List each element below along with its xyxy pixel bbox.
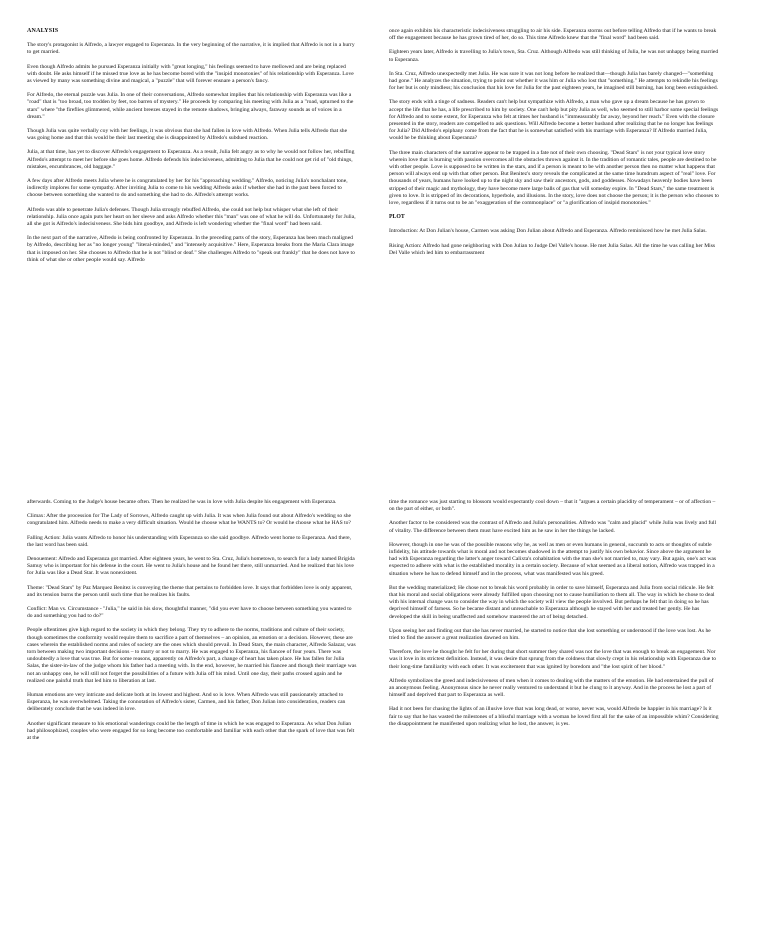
paragraph: Another factor to be considered was the contrast of Alfredo and Julia's personalities. Alfredo was "calm and placid" while Julia was lively and full of vitality. The difference between them must have excited him as he saw in her the things he lacked. bbox=[389, 520, 717, 534]
paragraph: Therefore, the love he thought he felt for her during that short summer they shared was not the love that was enough to break an engagement. Nor was it love in its strictest definition. Instead, it was desire that sprung from the coldness that slowly crept in his relationship with Esperanza due to their long-time familiarity with each other. It was excitement that was ignited by boredom and "the lost spirit of her blood." bbox=[389, 649, 717, 670]
paragraph: However, though in one he was of the possible reasons why he, as well as men or even humans in general, succumb to acts or thoughts of subtle infidelity, his attitude towards what is moral and not becomes shadowed in the attempt to justify his own behavior. Since above the argument he had with Esperanza regarding the latter's anger toward Calixta's cohabitation with the man she's not married to, may vary. But again, one's act was expected to adhere with what is the established morality in a certain society. Because of what seemed as a liberal notion, Alfredo was trapped in a situation where he has to defend himself and in the process, what was manifested was his greed. bbox=[389, 541, 717, 577]
paragraph: Alfredo symbolizes the greed and indecisiveness of men when it comes to dealing with the matters of the emotion. He had entertained the pull of an anonymous feeling. Anonymous since he never really ventured to understand it but he clung to it anyway. And in the process he lost a part of himself and deprived that part to Esperanza as well. bbox=[389, 677, 714, 699]
plot-denouement: Denouement: Alfredo and Esperanza got married. After eighteen years, he went to Sta. Cruz, Julia's hometown, to search for a lady named Brigida Samuy who is important for his defense in the court. He went to Julia's house and he found her there, still unmarried. And he realized that his love for Julia was like a Dead Star. It was nonexistent. bbox=[27, 556, 355, 577]
paragraph: A few days after Alfredo meets Julia where he is congratulated by her for his "approaching wedding." Alfredo, noticing Julia's nonchalant tone, indirectly implores for some sympathy. After inviting Julia to come to his wedding Alfredo asks if whether she had in the past been forced to choose between something she wanted to do and something she had to do. Alfredo's attempt works. bbox=[27, 178, 348, 199]
column-top-right bbox=[389, 28, 719, 264]
paragraph: once again exhibits his characteristic indecisiveness struggling to air his side. Esperanza storms out before telling Alfredo that if he wants to break off the engagement because he has grown tired of her, do so. This time Alfredo knew that the "final word" had been said. bbox=[389, 28, 717, 42]
column-bottom-left bbox=[27, 499, 357, 749]
plot-rising-action: Rising Action: Alfredo had gone neighboring with Don Julian to Judge Del Valle's house. He met Julia Salas. All the time he was calling her Miss Del Valle which led him to embarrassment bbox=[389, 242, 716, 256]
paragraph: Upon seeing her and finding out that she has never married, he started to notice that she lost something or understood if the love was lost. As he tried to find the answer a great realization dawned on him. bbox=[389, 627, 711, 642]
paragraph: But the wedding materialized; He chose not to break his word probably in order to save himself, Esperanza and Julia from social ridicule. He felt that his moral and social obligations were already fulfilled upon choosing not to cause humiliation to them all. The way in which he chose to deal with his internal change was to consider the way in which the society will view the people involved. But perhaps he felt that in doing so he has deprived himself of farness. So he became distant and unreachable to Esperanza although he stayed with her and treated her gently. He has developed the skill in being unaffected and somehow mastered the art of being detached. bbox=[389, 584, 715, 620]
paragraph: For Alfredo, the eternal puzzle was Julia. In one of their conversations, Alfredo somewhat implies that his relationship with Esperanza was like a "road" that is "too broad, too trodden by feet, too barren of mystery." He proceeds by comparing his meeting with Julia as a "road, upturned to the stars" where "the fireflies glimmered, while ancient breezes stayed in the remote shadows, bringing always, faraway sounds as of voices in a dream." bbox=[27, 92, 354, 120]
theme-paragraph: Theme: "Dead Stars" by Paz Marquez Benitez is conveying the theme that pertains to forbidden love. It says that forbidden love is only apparent, and its tension burns the person until such time that he realizes his faults. bbox=[27, 584, 353, 598]
paragraph: Though Julia was quite verbally coy with her feelings, it was obvious that she had fallen in love with Alfredo. When Julia tells Alfredo that she was going home and that this would be their last meeting she is disappointed by Alfredo's subdued reaction. bbox=[27, 128, 348, 142]
paragraph: People oftentimes give high regard to the society in which they belong. They try to adhere to the norms, traditions and culture of their society, though sometimes the conformity would require them to sacrifice a part of themselves – an opinion, an emotion or a decision. However, these are cases wherein the established norms and rules of society are the ones which should prevail. In Dead Stars, the main character, Alfredo Salazar, was torn between making two important decisions – to marry or not to marry. He was engaged to Esperanza, his fiancee of four years. There was undoubtedly a love that was true. But for some reasons, apparently on Alfredo's part, a change of heart has taken place. He has fallen for Julia Salas, the sister-in-law of the judge whom his father had a meeting with. In the end, however, he married his fiancee and though their marriage was not an unhappy one, he will still not forget the possibilities of a future with Julia off his mind. Until one day, their paths crossed again and he realized one painful truth that led him to liberation at last. bbox=[27, 627, 357, 684]
paragraph: Even though Alfredo admits he pursued Esperanza initially with "great longing," his feelings seemed to have mellowed and are being replaced with doubt. He asks himself if he missed true love as he has become bored with the "insipid monotonies" of his relationship with Esperanza. Love as viewed by many was something divine and magical, a "puzzle" that will forever ensnare a person's fancy. bbox=[27, 63, 354, 85]
paragraph: Another significant measure to his emotional wanderings could be the length of time in which he was engaged to Esperanza. As what Don Julian had philosophized, couples who were engaged for so long become too comfortable and familiar with each other that the spark of love that was felt at the bbox=[27, 720, 355, 742]
plot-climax: Climax: After the procession for The Lady of Sorrows, Alfredo caught up with Julia. It was when Julia found out about Alfredo's wedding so she congratulated him. Alfredo needs to make a very difficult situation. Would he choose what he WANTS to? Or would he choose what he HAS to? bbox=[27, 513, 352, 527]
paragraph: Eighteen years later, Alfredo is travelling to Julia's town, Sta. Cruz. Although Alfredo was still thinking of Julia, he was not unhappy being married to Esperanza. bbox=[389, 49, 719, 63]
column-bottom-right bbox=[389, 499, 719, 735]
column-top-left bbox=[27, 28, 357, 271]
paragraph: Human emotions are very intricate and delicate both at its lowest and highest. And so is love. When Alfredo was still passionately attached to Esperanza, he was overwhelmed. Taking the connotation of Alfredo's sister, Carmen, and his father, Don Julian into consideration, readers can deliberately conclude that he was indeed in love. bbox=[27, 692, 346, 713]
conflict-paragraph: Conflict: Man vs. Circumstance - "Julia," he said in his slow, thoughtful manner, "did you ever have to choose between something you wanted to do and something you had to do?" bbox=[27, 606, 352, 620]
paragraph: Had it not been for chasing the lights of an illusive love that was long dead, or worse, never was, would Alfredo be happier in his marriage? Is it fair to say that he has wasted the milestones of a blissful marriage with a woman he loved first all for the sake of an impossible whim? Considering the disappointment he manifested upon realizing what he lost, the answer, is yes. bbox=[389, 706, 719, 727]
paragraph: The story ends with a tinge of sadness. Readers can't help but sympathize with Alfredo, a man who gave up a dream because he has grown to accept the life that he has, a life prescribed to him by society. One can't help but pity Julia as well, who seemed to still harbor some special feelings for Alfredo and to some extent, for Esperanza who felt at times her husband is "immeasurably far away, beyond her reach." Even with the closure presented in the story, readers are compelled to ask questions. Will Alfredo become a better husband after realizing that he no longer has feelings for Julia? Did Alfredo's epiphany come from the fact that he is somewhat satisfied with his marriage with Esperanza? If Alfredo married Julia, would he be thinking about Esperanza? bbox=[389, 99, 719, 142]
paragraph: In Sta. Cruz, Alfredo unexpectedly met Julia. He was sure it was not long before he realized that—though Julia has barely changed—"something had gone." He analyzes the situation, trying to point out whether it was him or Julia who lost that "something." He attempts to rekindle his feelings for her but is only mindless; his conclusion that his love for Julia for the past eighteen years, he imagined still burning, has long been extinguished. bbox=[389, 70, 719, 92]
paragraph: The three main characters of the narrative appear to be trapped in a fate not of their own choosing. "Dead Stars" is not your typical love story wherein love that is burning with passion overcomes all the obstacles thrown against it. In the tradition of romantic tales, people are destined to be with other people. Love is supposed to be written in the stars, and if a person is meant to be with another person then no matter what happens that person will always end up with that other person. But Benitez's story reveals the complicated at the same time humdrum aspect of "real" love. For thousands of years, humans have looked up to the night sky and saw their ancestors, gods, and goddesses. Nowadays heavenly bodies have been stripped of their magic and mythology, they have become mere large balls of gas that will someday expire. In "Dead Stars," the same treatment is given to love. It is stripped of its decorations, hyperbole, and illusions. In the story, love does not choose the person; it is the person who chooses to love, regardless if it turns out to be an "exaggeration of the commonplace" or "a glorification of insipid monotonies." bbox=[389, 149, 719, 207]
plot-heading: PLOT bbox=[389, 214, 405, 221]
paragraph: Alfredo was able to penetrate Julia's defenses. Though Julia strongly rebuffed Alfredo, she could not help but whisper what she left of their relationship. Julia once again puts her heart on her sleeve and asks Alfredo whether this "man" was one of what he will do. Unfortunately for Julia, all she got is Alfredo's indecisiveness. She bids him goodbye, and Alfredo is left wondering whether the "final word" had been said. bbox=[27, 206, 356, 228]
analysis-heading: ANALYSIS bbox=[27, 28, 59, 34]
paragraph: afterwards. Coming to the Judge's house became often. Then he realized he was in love with Julia despite his engagement with Esperanza. bbox=[27, 499, 337, 505]
paragraph: The story's protagonist is Alfredo, a lawyer engaged to Esperanza. In the very beginning of the narrative, it is implied that Alfredo is not in a hurry to get married. bbox=[27, 42, 355, 56]
paragraph: time the romance was just starting to blossom would expectantly cool down – that it "argues a certain placidity of temperament – or of affection – on the part of either, or both". bbox=[389, 499, 716, 513]
plot-falling-action: Falling Action: Julia wants Alfredo to honor his understanding with Esperanza so she said goodbye. Alfredo went home to Esperanza. And there, the last word has been said. bbox=[27, 534, 352, 548]
paragraph: Julia, at that time, has yet to discover Alfredo's engagement to Esperanza. As a result, Julia felt angry as to why he would not follow her, rebuffing Alfredo's attempt to meet her before she goes home. Alfredo defends his indecisiveness, admitting to Julia that he could not get rid of "old things, mistakes, encumbrances, old baggage." bbox=[27, 149, 355, 170]
paragraph: In the next part of the narrative, Alfredo is being confronted by Esperanza. In the preceding parts of the story, Esperanza has been much maligned by Alfredo, describing her as "no longer young" "literal-minded," and "intensely acquisitive." Here, Esperanza breaks from the Maria Clara image that is imposed on her. She chooses to Alfredo that he is not "blind or deaf." She challenges Alfredo to "speak out frankly" that he does not have to think of what she or other people would say. Alfredo bbox=[27, 235, 355, 263]
plot-introduction: Introduction: At Don Julian's house, Carmen was asking Don Julian about Alfredo and Esperanza. Alfredo reminisced how he met Julia Salas. bbox=[389, 228, 707, 235]
